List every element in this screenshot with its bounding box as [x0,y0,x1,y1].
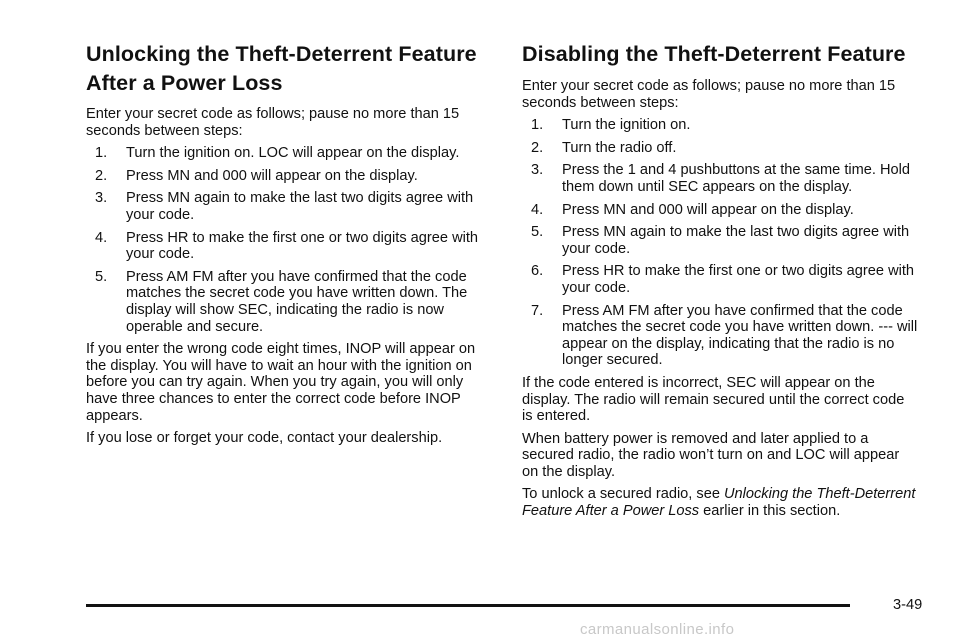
list-item: 1. Turn the ignition on. LOC will appear on the display. [95,145,460,162]
list-item: 1. Turn the ignition on. [531,117,691,134]
right-para-battery: When battery power is removed and later applied to a secured radio, the radio won’t turn on and LOC will appear on the display. [522,430,900,480]
list-item: 4. Press MN and 000 will appear on the display. [531,201,854,218]
left-column [86,40,486,453]
right-para-incorrect: If the code entered is incorrect, SEC will appear on the display. The radio will remain secured until the correct code is entered. [522,374,905,425]
left-para-lose-code: If you lose or forget your code, contact your dealership. [86,430,443,447]
list-item: 5. Press MN again to make the last two digits agree with your code. [531,224,910,257]
list-item: 2. Turn the radio off. [531,139,677,156]
left-steps-list [86,145,486,335]
list-item: 2. Press MN and 000 will appear on the display. [95,167,418,184]
list-item: 4. Press HR to make the first one or two digits agree with your code. [95,229,479,263]
cross-reference: Unlocking the Theft-Deterrent Feature After a Power Loss [522,486,916,520]
section-title-unlocking: Unlocking the Theft-Deterrent Feature After a Power Loss [86,42,477,95]
right-column [522,40,918,526]
right-steps-list [522,117,918,369]
left-intro: Enter your secret code as follows; pause no more than 15 seconds between steps: [86,106,460,139]
footer-rule [86,604,850,607]
page-number: 3-49 [893,597,923,613]
watermark: carmanualsonline.info [580,621,735,638]
section-title-disabling: Disabling the Theft-Deterrent Feature [522,42,906,66]
left-para-wrong-code: If you enter the wrong code eight times, INOP will appear on the display. You will have to wait an hour with the ignition on before you can try again. When you try again, you will only have three chances to enter the correct code before INOP appears. [86,341,476,424]
list-item: 3. Press MN again to make the last two digits agree with your code. [95,190,474,223]
list-item: 5. Press AM FM after you have confirmed that the code matches the secret code you have written down. The display will show SEC, indicating the radio is now operable and secure. [95,268,468,335]
list-item: 7. Press AM FM after you have confirmed that the code matches the secret code you have written down. --- will appear on the display, indicating that the radio is no longer secured. [531,302,918,369]
right-intro: Enter your secret code as follows; pause no more than 15 seconds between steps: [522,78,896,111]
right-para-unlock: To unlock a secured radio, see Unlocking the Theft-Deterrent Feature After a Power Loss earlier in this section. [522,486,916,520]
list-item: 3. Press the 1 and 4 pushbuttons at the same time. Hold them down until SEC appears on the display. [531,162,911,195]
list-item: 6. Press HR to make the first one or two digits agree with your code. [531,263,915,296]
